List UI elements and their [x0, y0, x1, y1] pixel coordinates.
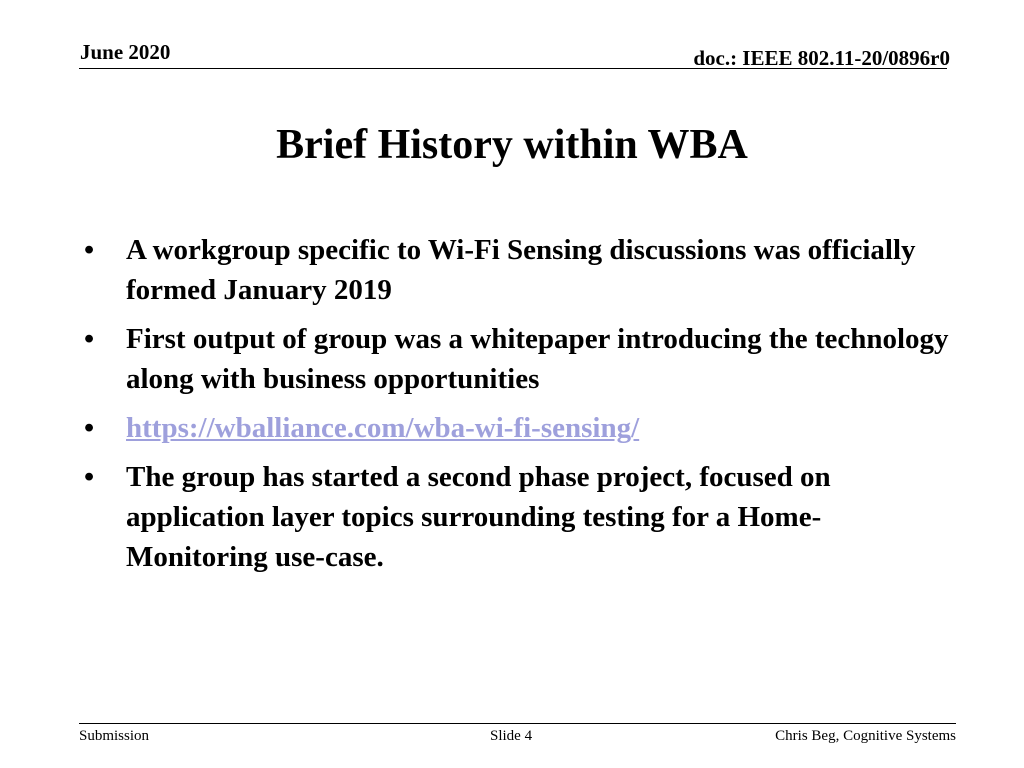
bullet-marker: • [84, 234, 95, 266]
bullet-item [84, 457, 954, 577]
bullet-item [84, 230, 954, 310]
bullet-marker: • [84, 461, 95, 493]
header-date: June 2020 [80, 40, 171, 64]
footer-author: Chris Beg, Cognitive Systems [775, 728, 956, 744]
slide-title: Brief History within WBA [276, 122, 748, 168]
wba-link[interactable]: https://wballiance.com/wba-wi-fi-sensing/ [126, 412, 640, 444]
header-doc-id: doc.: IEEE 802.11-20/0896r0 [693, 46, 950, 70]
bullet-text: First output of group was a whitepaper introducing the technology along with business opportunities [126, 323, 949, 395]
bullet-marker: • [84, 323, 95, 355]
bullet-item [84, 319, 954, 399]
footer-submission: Submission [79, 728, 150, 744]
footer-divider [79, 723, 956, 724]
bullet-marker: • [84, 412, 95, 444]
header-divider [79, 68, 947, 69]
bullet-text: The group has started a second phase project, focused on application layer topics surrounding testing for a Home-Monitoring use-case. [126, 461, 831, 573]
bullet-item [84, 408, 954, 448]
footer-slide-number: Slide 4 [490, 728, 533, 744]
bullet-text: A workgroup specific to Wi-Fi Sensing discussions was officially formed January 2019 [126, 234, 916, 306]
bullet-list [84, 230, 954, 586]
